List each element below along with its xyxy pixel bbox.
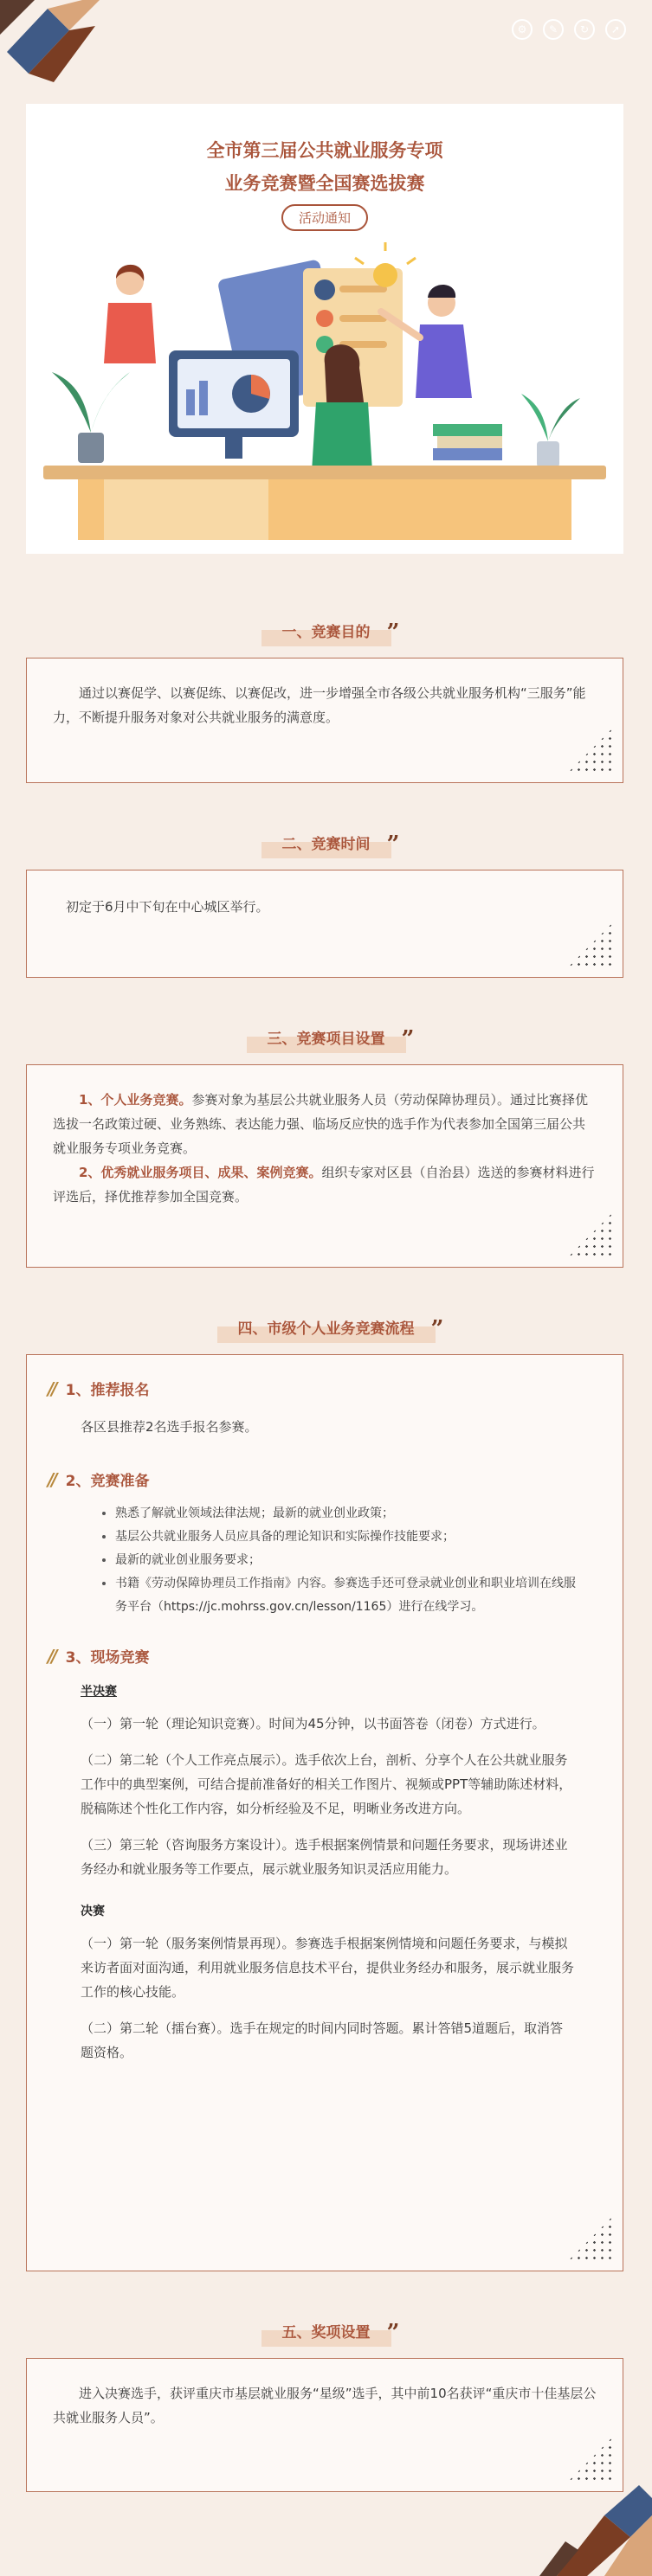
hero-title-line1: 全市第三届公共就业服务专项 <box>206 140 443 161</box>
desk-shape <box>43 466 606 479</box>
person-center-shape <box>312 402 372 472</box>
semi-final-title: 半决赛 <box>81 1685 117 1699</box>
sub-text-register: 各区县推荐2名选手报名参赛。 <box>81 1419 258 1435</box>
section-text: 初定于6月中下旬在中心城区举行。 <box>66 899 269 915</box>
section-text: 通过以赛促学、以赛促练、以赛促改，进一步增强全市各级公共就业服务机构“三服务”能力，不断提升服务对象对公共就业服务的满意度。 <box>53 685 586 725</box>
dots-decoration <box>567 1211 614 1258</box>
item-1-text: 参赛对象为基层公共就业服务人员（劳动保障协理员）。通过比赛择优选拔一名政策过硬、业务熟练、表达能力强、临场反应快的选手作为代表参加全国第三届公共就业服务专项业务竞赛。 <box>53 1092 588 1156</box>
share-icon[interactable]: ➚ <box>605 19 626 40</box>
section-heading-process <box>0 1311 652 1343</box>
person-right-shape <box>416 324 472 398</box>
section-title: 二、竞赛时间 <box>281 836 371 853</box>
final-round-1: （一）第一轮（服务案例情景再现）。参赛选手根据案例情境和问题任务要求，与模拟来访者面对面沟通，利用就业服务信息技术平台，提供业务经办和服务，展示就业服务工作的核心技能。 <box>81 1936 575 2000</box>
final-round-2: （二）第二轮（擂台赛）。选手在规定的时间内同时答题。累计答错5道题后，取消答题资格。 <box>81 2020 564 2060</box>
list-item: • 书籍《劳动保障协理员工作指南》内容。参赛选手还可登录就业创业和职业培训在线服务平台（https://jc.mohrss.gov.cn/lesson/1165）进行在线学习。 <box>115 1572 576 1619</box>
slash-icon: // <box>48 1645 55 1667</box>
section-title: 四、市级个人业务竞赛流程 <box>237 1320 415 1338</box>
quote-icon: ” <box>386 2320 400 2346</box>
list-item: • 熟悉了解就业领域法律法规；最新的就业创业政策； <box>115 1502 576 1526</box>
final-title: 决赛 <box>81 1905 105 1918</box>
onsite-content <box>81 1680 576 2065</box>
corner-decoration-bottom-right <box>539 2446 652 2576</box>
item-1 <box>53 1088 597 1160</box>
section-heading-time <box>0 826 652 858</box>
dots-decoration <box>567 2215 614 2262</box>
settings-icon[interactable]: ⚙ <box>512 19 533 40</box>
section-box-time <box>26 870 623 978</box>
quote-icon: ” <box>401 1026 415 1052</box>
dots-decoration <box>567 727 614 774</box>
slash-icon: // <box>48 1468 55 1490</box>
list-item: • 基层公共就业服务人员应具备的理论知识和实际操作技能要求； <box>115 1526 576 1549</box>
quote-icon: ” <box>386 832 400 858</box>
section-box-process <box>26 1354 623 2271</box>
sub-heading-text: 2、竞赛准备 <box>65 1473 150 1490</box>
quote-icon: ” <box>386 620 400 646</box>
notice-badge: 活动通知 <box>281 204 368 231</box>
section-text: 进入决赛选手，获评重庆市基层就业服务“星级”选手，其中前10名获评“重庆市十佳基层公共就业服务人员”。 <box>53 2386 597 2425</box>
prepare-list <box>98 1502 576 1619</box>
semi-round-3: （三）第三轮（咨询服务方案设计）。选手根据案例情景和问题任务要求，现场讲述业务经办和就业服务等工作要点，展示就业服务知识灵活应用能力。 <box>81 1837 568 1877</box>
section-title: 三、竞赛项目设置 <box>267 1031 385 1048</box>
item-2 <box>53 1160 597 1209</box>
edit-icon[interactable]: ✎ <box>543 19 564 40</box>
item-1-title: 1、个人业务竞赛。 <box>79 1092 192 1108</box>
hero-title-line2: 业务竞赛暨全国赛选拔赛 <box>224 173 425 194</box>
section-box-awards <box>26 2358 623 2492</box>
list-item: • 最新的就业创业服务要求； <box>115 1549 576 1572</box>
semi-round-1: （一）第一轮（理论知识竞赛）。时间为45分钟，以书面答卷（闭卷）方式进行。 <box>81 1716 545 1731</box>
section-title: 一、竞赛目的 <box>281 624 371 641</box>
toolbar-icons <box>512 19 626 40</box>
sub-heading-text: 3、现场竞赛 <box>65 1649 150 1667</box>
section-heading-purpose <box>0 614 652 646</box>
section-title: 五、奖项设置 <box>281 2324 371 2342</box>
sub-heading-text: 1、推荐报名 <box>65 1382 150 1399</box>
corner-decoration-top-left <box>0 0 113 95</box>
hero-card <box>26 104 623 554</box>
section-heading-items <box>0 1021 652 1053</box>
refresh-icon[interactable]: ↻ <box>574 19 595 40</box>
item-2-title: 2、优秀就业服务项目、成果、案例竞赛。 <box>79 1165 322 1180</box>
item-2-text: 组织专家对区县（自治县）选送的参赛材料进行评选后，择优推荐参加全国竞赛。 <box>53 1165 595 1204</box>
slash-icon: // <box>48 1378 55 1399</box>
person-left-shape <box>104 303 156 363</box>
sub-heading-register <box>48 1378 602 1399</box>
sub-heading-prepare <box>48 1468 602 1490</box>
section-box-items <box>26 1064 623 1268</box>
sub-heading-onsite <box>48 1645 602 1667</box>
quote-icon: ” <box>430 1316 444 1342</box>
section-heading-awards <box>0 2315 652 2347</box>
dots-decoration <box>567 922 614 968</box>
lightbulb-icon <box>373 263 397 287</box>
semi-round-2: （二）第二轮（个人工作亮点展示）。选手依次上台，剖析、分享个人在公共就业服务工作中的典型案例，可结合提前准备好的相关工作图片、视频或PPT等辅助陈述材料，脱稿陈述个性化工作内容，如分析经验及不足，明晰业务改进方向。 <box>81 1752 572 1816</box>
section-box-purpose <box>26 658 623 783</box>
hero-illustration <box>26 242 623 554</box>
